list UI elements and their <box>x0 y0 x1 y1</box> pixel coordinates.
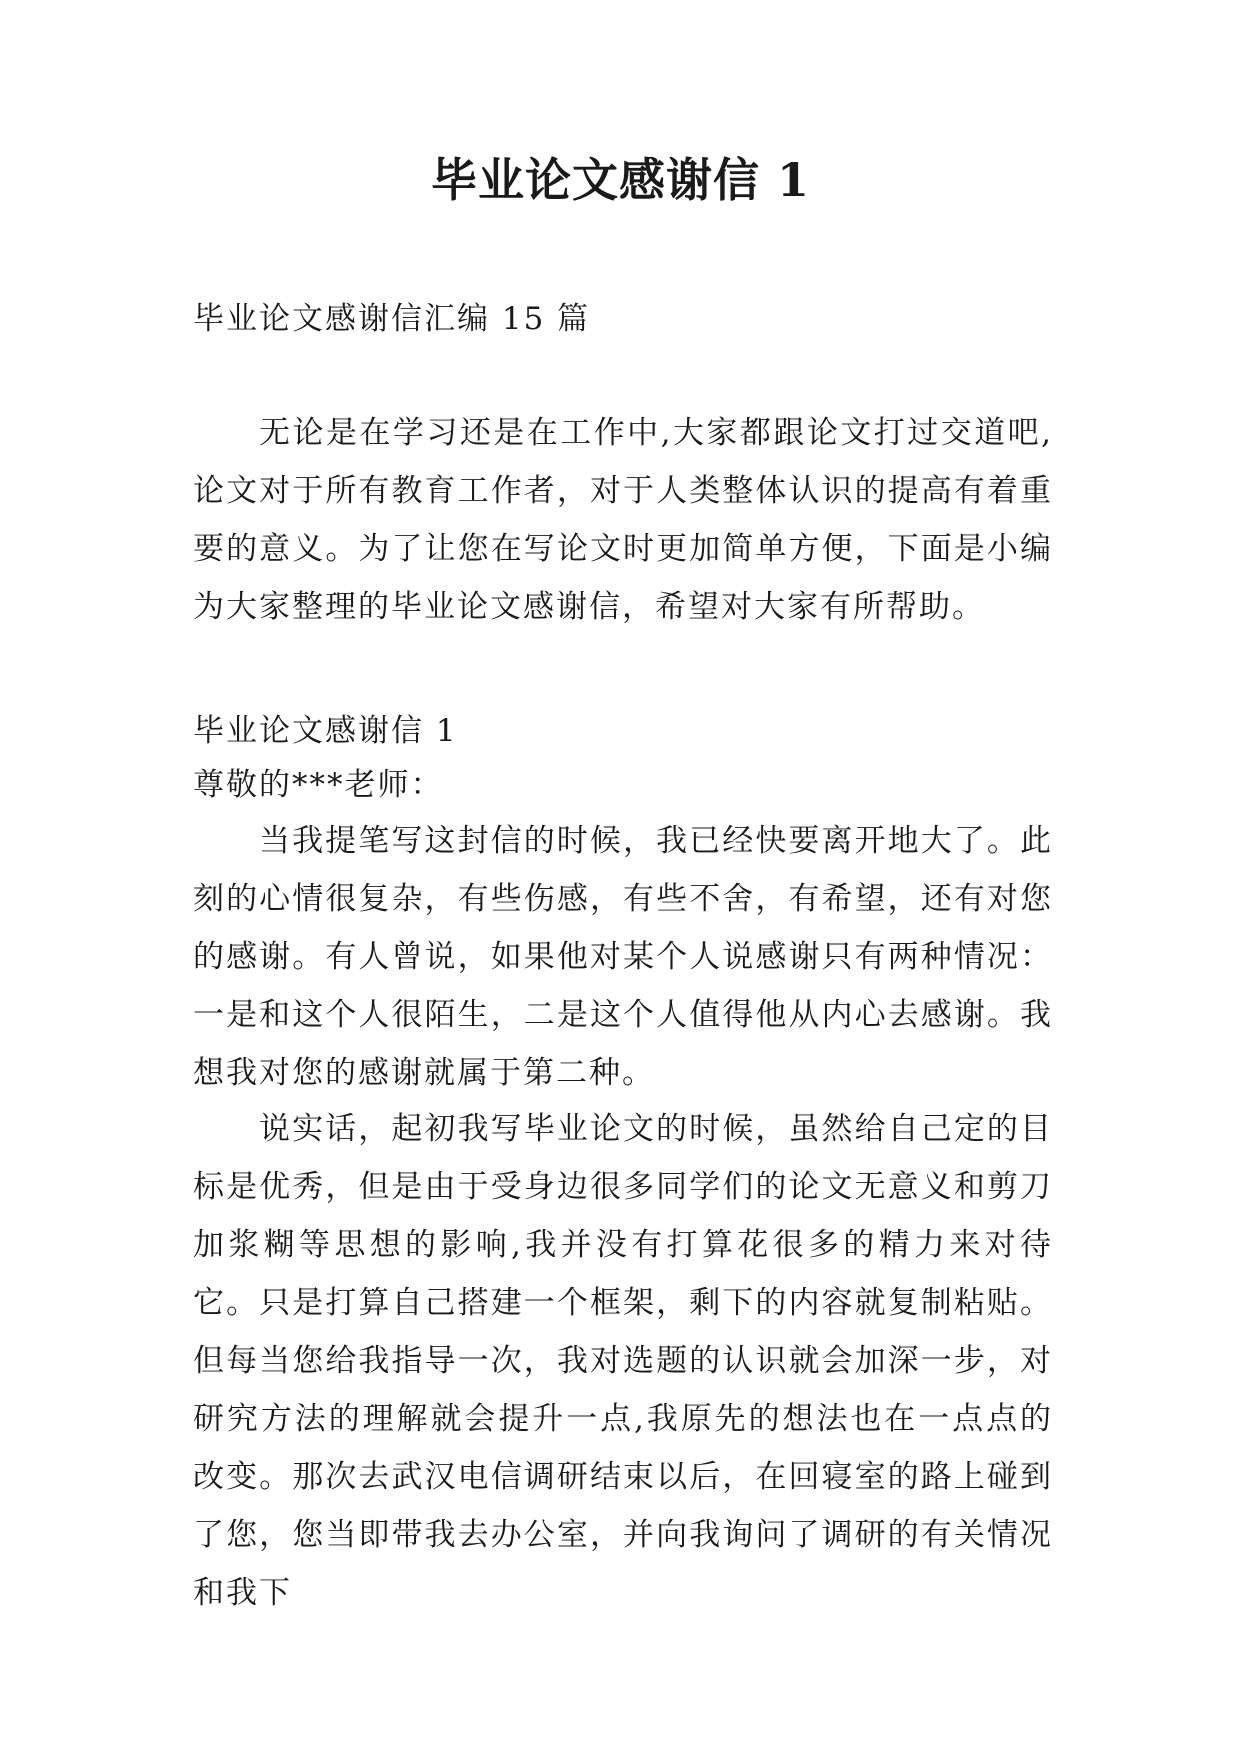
document-subtitle: 毕业论文感谢信汇编 15 篇 <box>193 301 591 337</box>
letter-salutation: 尊敬的***老师： <box>193 767 444 803</box>
section-title: 毕业论文感谢信 1 <box>193 713 458 749</box>
document-title: 毕业论文感谢信 1 <box>430 153 811 207</box>
letter-paragraph: 当我提笔写这封信的时候，我已经快要离开地大了。此刻的心情很复杂，有些伤感，有些不舍，有希望，还有对您的感谢。有人曾说，如果他对某个人说感谢只有两种情况：一是和这个人很陌生，二是这个人值得他从内心去感谢。我想我对您的感谢就属于第二种。 <box>193 823 1053 1091</box>
intro-paragraph: 无论是在学习还是在工作中,大家都跟论文打过交道吧,论文对于所有教育工作者，对于人类整体认识的提高有着重要的意义。为了让您在写论文时更加简单方便，下面是小编为大家整理的毕业论文感谢信，希望对大家有所帮助。 <box>193 415 1053 625</box>
letter-paragraph: 说实话，起初我写毕业论文的时候，虽然给自己定的目标是优秀，但是由于受身边很多同学们的论文无意义和剪刀加浆糊等思想的影响,我并没有打算花很多的精力来对待它。只是打算自己搭建一个框架，剩下的内容就复制粘贴。但每当您给我指导一次，我对选题的认识就会加深一步，对研究方法的理解就会提升一点,我原先的想法也在一点点的改变。那次去武汉电信调研结束以后，在回寝室的路上碰到了您，您当即带我去办公室，并向我询问了调研的有关情况和我下 <box>193 1111 1053 1611</box>
